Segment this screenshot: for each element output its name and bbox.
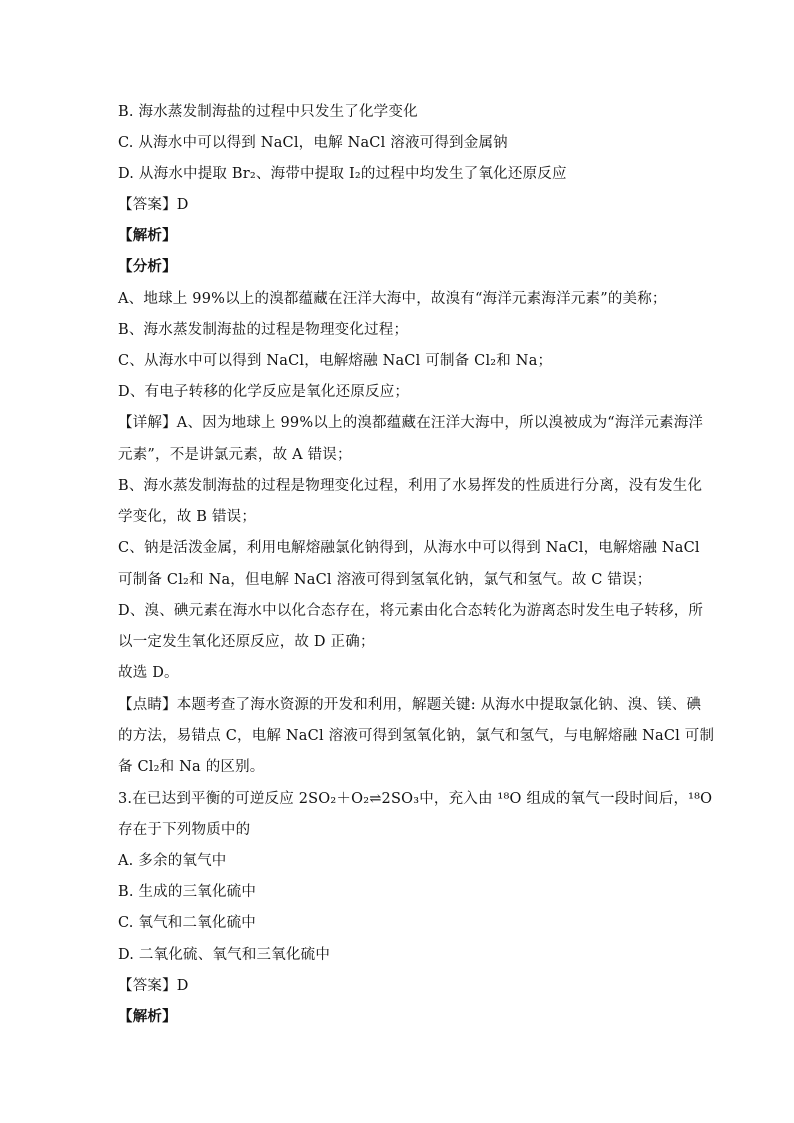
- q3-analysis-heading: 【解析】: [118, 1008, 177, 1025]
- detail-line-2: 元素”，不是讲氯元素，故 A 错误；: [118, 447, 352, 463]
- detail-line-7: D、溴、碘元素在海水中以化合态存在，将元素由化合态转化为游离态时发生电子转移，所: [118, 603, 704, 619]
- option-b-line: B. 海水蒸发制海盐的过程中只发生了化学变化: [118, 104, 418, 120]
- question-3-line-2: 存在于下列物质中的: [118, 822, 251, 838]
- dianjing-line-2: 的方法，易错点 C，电解 NaCl 溶液可得到氢氧化钠，氯气和氢气，与电解熔融 NaCl 可制: [118, 728, 715, 744]
- detail-line-8: 以一定发生氧化还原反应，故 D 正确；: [118, 634, 375, 650]
- detail-line-4: 学变化，故 B 错误；: [118, 509, 257, 525]
- dianjing-line-3: 备 Cl₂和 Na 的区别。: [118, 759, 265, 775]
- option-c-line: C. 从海水中可以得到 NaCl，电解 NaCl 溶液可得到金属钠: [118, 135, 508, 151]
- choose-line: 故选 D。: [118, 665, 179, 681]
- dianjing-line-1: 【点睛】本题考查了海水资源的开发和利用，解题关键: 从海水中提取氯化钠、溴、镁、碘: [118, 697, 702, 713]
- option-d-line: D. 从海水中提取 Br₂、海带中提取 I₂的过程中均发生了氧化还原反应: [118, 166, 567, 182]
- detail-line-6: 可制备 Cl₂和 Na，但电解 NaCl 溶液可得到氢氧化钠，氯气和氢气。故 C 错误；: [118, 572, 652, 588]
- q3-option-b: B. 生成的三氧化硫中: [118, 884, 257, 900]
- detail-line-3: B、海水蒸发制海盐的过程是物理变化过程，利用了水易挥发的性质进行分离，没有发生化: [118, 478, 703, 494]
- fenxi-heading: 【分析】: [118, 258, 177, 275]
- detail-line-1: 【详解】A、因为地球上 99%以上的溴都蕴藏在汪洋大海中，所以溴被成为“海洋元素海洋: [118, 415, 704, 431]
- q3-option-a: A. 多余的氧气中: [118, 853, 227, 869]
- question-3-line-1: 3.在已达到平衡的可逆反应 2SO₂＋O₂⇌2SO₃中，充入由 ¹⁸O 组成的氧气一段时间后，¹⁸O: [118, 791, 713, 807]
- fenxi-c-line: C、从海水中可以得到 NaCl，电解熔融 NaCl 可制备 Cl₂和 Na；: [118, 353, 553, 369]
- fenxi-d-line: D、有电子转移的化学反应是氧化还原反应；: [118, 384, 410, 400]
- q3-answer-line: 【答案】D: [118, 978, 189, 994]
- fenxi-b-line: B、海水蒸发制海盐的过程是物理变化过程；: [118, 322, 409, 338]
- analysis-heading: 【解析】: [118, 227, 177, 244]
- answer-line: 【答案】D: [118, 197, 189, 213]
- fenxi-a-line: A、地球上 99%以上的溴都蕴藏在汪洋大海中，故溴有“海洋元素海洋元素”的美称；: [118, 291, 667, 307]
- q3-option-d: D. 二氧化硫、氧气和三氧化硫中: [118, 947, 331, 963]
- q3-option-c: C. 氧气和二氧化硫中: [118, 915, 256, 931]
- detail-line-5: C、钠是活泼金属，利用电解熔融氯化钠得到，从海水中可以得到 NaCl，电解熔融 NaCl: [118, 540, 700, 556]
